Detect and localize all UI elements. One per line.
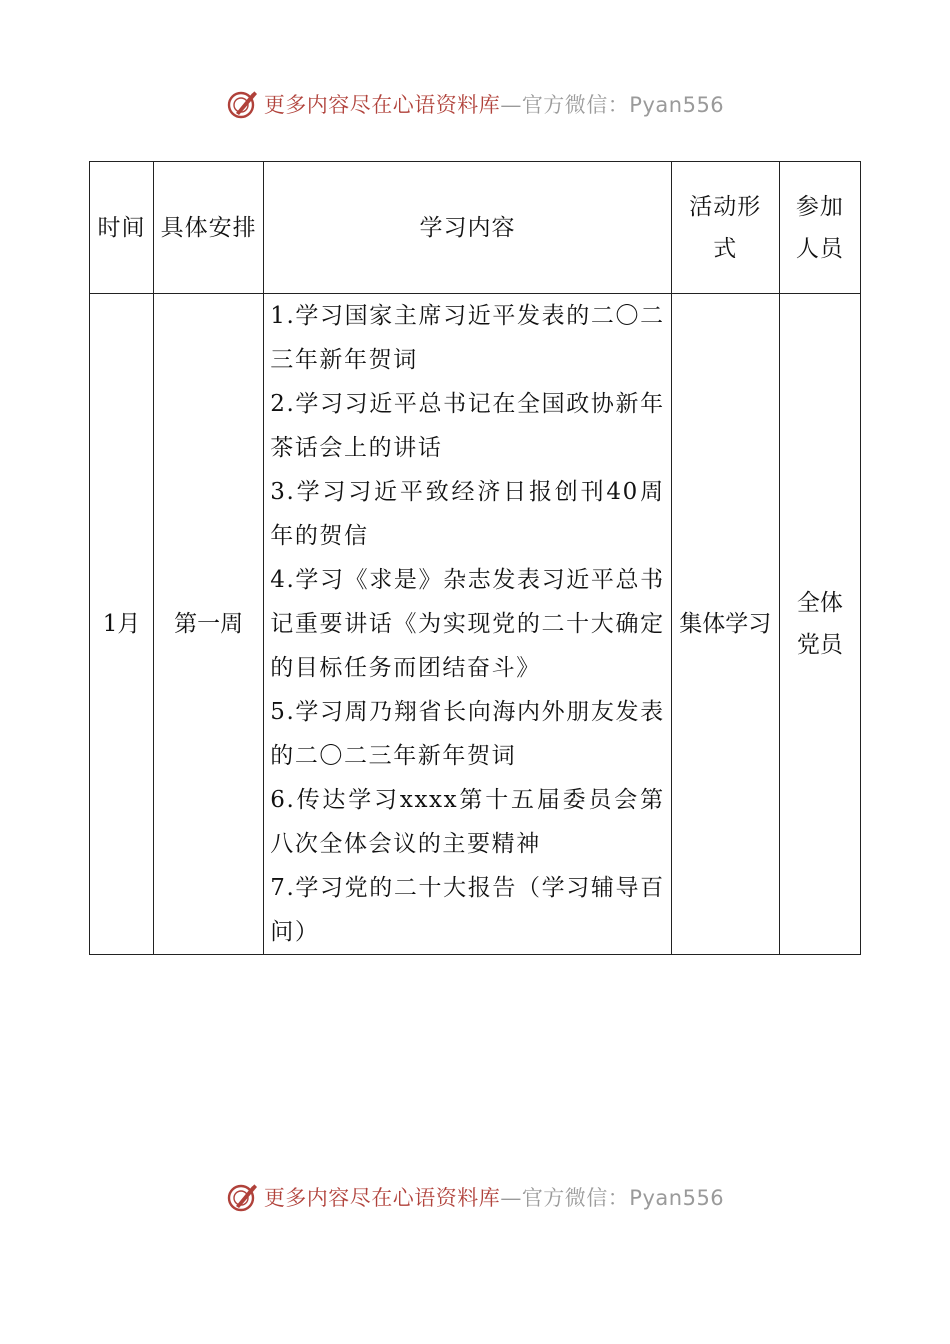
cell-content xyxy=(264,294,672,955)
table-row xyxy=(90,294,861,955)
cell-time: 1月 xyxy=(90,294,154,955)
pen-logo-icon xyxy=(226,87,260,121)
header-time: 时间 xyxy=(90,162,154,294)
watermark-text: 更多内容尽在心语资料库—官方微信：Pyan556 xyxy=(263,1186,725,1210)
study-item: 3.学习习近平致经济日报创刊40周年的贺信 xyxy=(270,479,665,549)
header-schedule: 具体安排 xyxy=(154,162,264,294)
header-participants: 参加人员 xyxy=(779,162,860,294)
study-item: 4.学习《求是》杂志发表习近平总书记重要讲话《为实现党的二十大确定的目标任务而团结奋斗》 xyxy=(270,567,665,681)
cell-form: 集体学习 xyxy=(671,294,779,955)
header-content: 学习内容 xyxy=(264,162,672,294)
study-plan-table xyxy=(89,161,861,955)
study-item: 1.学习国家主席习近平发表的二〇二三年新年贺词 xyxy=(270,303,665,373)
cell-schedule: 第一周 xyxy=(154,294,264,955)
pen-logo-icon xyxy=(226,1180,260,1214)
footer-watermark xyxy=(0,1179,950,1215)
study-item: 2.学习习近平总书记在全国政协新年茶话会上的讲话 xyxy=(270,391,665,461)
study-item: 6.传达学习xxxx第十五届委员会第八次全体会议的主要精神 xyxy=(270,787,665,857)
header-form: 活动形式 xyxy=(671,162,779,294)
study-item: 7.学习党的二十大报告（学习辅导百问） xyxy=(270,875,665,945)
table-header-row xyxy=(90,162,861,294)
watermark-text: 更多内容尽在心语资料库—官方微信：Pyan556 xyxy=(263,93,725,117)
cell-participants: 全体党员 xyxy=(779,294,860,955)
study-item: 5.学习周乃翔省长向海内外朋友发表的二〇二三年新年贺词 xyxy=(270,699,665,769)
header-watermark xyxy=(0,86,950,122)
